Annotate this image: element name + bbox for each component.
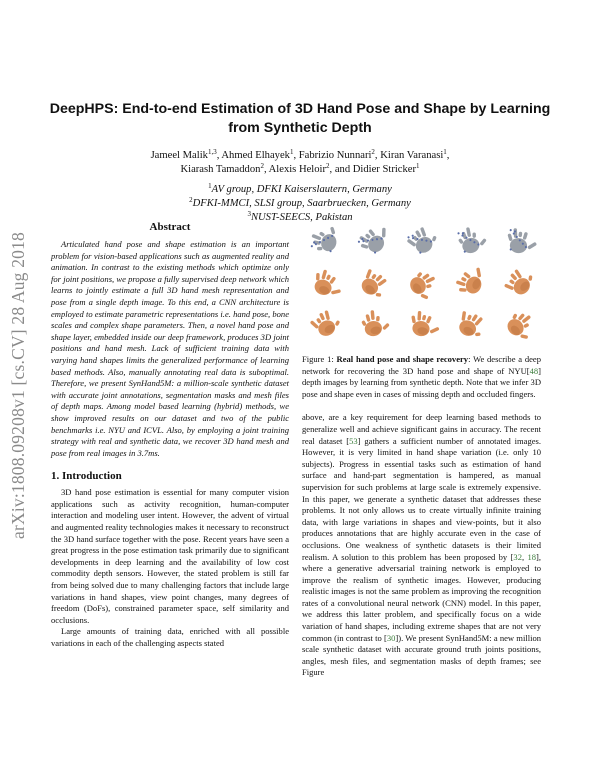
hand-image <box>447 305 492 344</box>
author-name: , Fabrizio Nunnari <box>293 150 372 161</box>
affiliation-list <box>40 183 560 225</box>
author-affil-sup: 2 <box>326 162 330 170</box>
author-name: Kiarash Tamaddon <box>180 164 261 175</box>
hand-image <box>350 305 395 344</box>
author-affil-sup: 1 <box>289 148 294 156</box>
caption-text: : We describe a deep network for recovering the 3D hand pose and shape of NYU[ <box>302 354 541 376</box>
affiliation-1 <box>40 183 560 197</box>
hand-image <box>302 264 347 303</box>
paragraph-text: above, are a key requirement for deep learning based methods to generalize well and achieve significant gains in accuracy. The recent real dataset [ <box>302 412 541 446</box>
intro-paragraph-2: Large amounts of training data, enriched with all possible variations in each of the challenging aspects stated <box>51 626 289 648</box>
hand-image <box>447 222 492 261</box>
author-name: , Ahmed Elhayek <box>216 150 290 161</box>
hand-image <box>399 222 444 261</box>
right-column <box>302 222 541 679</box>
author-affil-sup: 1 <box>416 162 420 170</box>
citation-link[interactable]: 53 <box>349 435 358 446</box>
caption-text: ] depth images by learning from synthetic depth. Note that we infer 3D pose and shape even in cases of missing depth and occluded fingers. <box>302 365 541 399</box>
author-list <box>40 149 560 177</box>
paper-header <box>40 100 560 225</box>
introduction-heading: 1. Introduction <box>51 470 122 483</box>
affiliation-text: NUST-SEECS, Pakistan <box>250 212 353 223</box>
paper-title: DeepHPS: End-to-end Estimation of 3D Hand Pose and Shape by Learning from Synthetic Depth <box>49 101 551 136</box>
author-separator: , <box>446 150 450 161</box>
author-affil-sup: 2 <box>260 162 264 170</box>
left-column <box>51 221 289 650</box>
author-affil-sup: 1 <box>443 148 447 156</box>
affiliation-number: 3 <box>247 210 251 218</box>
hand-image <box>496 222 541 261</box>
citation-link[interactable]: 30 <box>386 632 396 643</box>
hand-image <box>399 305 444 344</box>
author-affil-sup: 1,3 <box>207 148 217 156</box>
figure-1-hand-grid <box>302 222 541 344</box>
hand-image <box>399 264 444 303</box>
intro-paragraph-1: 3D hand pose estimation is essential for many computer vision applications such as activity recognition, human-computer interaction and modeling user intent. However, the advent of virtual and augmented reality technologies makes it necessary to reconstruct the 3D hand surface together with the pose. Recent years have seen a great progress in the pose estimation task primarily due to significant developments in deep learning and the availability of low cost commodity depth sensors. However, the stated problem is still far from being solved due to many challenging factors that include large variations in hand shapes, view point changes, many degrees of freedom (DoFs), constrained parameter space, self similarity and occlusions. <box>51 487 289 625</box>
hand-image <box>496 264 541 303</box>
hand-image <box>496 305 541 344</box>
affiliation-number: 2 <box>189 196 193 204</box>
author-name: , Kiran Varanasi <box>374 150 444 161</box>
author-name: , and Didier Stricker <box>329 164 417 175</box>
figure-1-caption <box>302 354 541 400</box>
caption-label: Figure 1: <box>302 354 334 364</box>
affiliation-number: 1 <box>208 182 212 190</box>
arxiv-stamp <box>8 170 30 600</box>
affiliation-2 <box>40 197 560 211</box>
author-name: , Alexis Heloir <box>263 164 327 175</box>
affiliation-text: DFKI-MMCI, SLSI group, Saarbruecken, Germany <box>192 198 411 209</box>
author-name: Jameel Malik <box>150 150 208 161</box>
affiliation-text: AV group, DFKI Kaiserslautern, Germany <box>211 184 392 195</box>
hand-image <box>302 305 347 344</box>
paragraph-text: ] gathers a sufficient number of annotated images. However, it is very limited in hand shape variation (i.e. only 10 subjects). Progress in essential tasks such as estimation of hand surface and hand-part segmentation is hampered, as manual supervision for such problems at large scale is extremely expensive. In this paper, we generate a synthetic dataset that addresses these problems. It not only allows us to create virtually infinite training data, with large variations in shapes and view-points, but it also produces annotations that are highly accurate even in the case of occlusions. One weakness of synthetic datasets is their limited realism. A solution to this problem has been proposed by [ <box>302 435 541 562</box>
hand-image <box>350 222 395 261</box>
paragraph-text: ], where a generative adversarial training network is employed to improve the realism of synthetic images. However, producing realistic images is not the same problem as improving the recognition rates of a convolutional neural network (CNN) model. In this paper, we address this latter problem, and specifically focus on a wide variation of hand shapes, including extreme shapes that are not very common (in contrast to [ <box>302 551 541 643</box>
abstract-heading: Abstract <box>149 221 191 233</box>
arxiv-identifier: arXiv:1808.09208v1 [cs.CV] 28 Aug 2018 <box>8 231 29 539</box>
caption-bold: Real hand pose and shape recovery <box>336 354 469 364</box>
right-paragraph <box>302 412 541 679</box>
hand-image <box>447 264 492 303</box>
abstract-text: Articulated hand pose and shape estimation is an important problem for vision-based applications such as augmented reality and animation. In contrast to the existing methods which optimize only for joint positions, we propose a fully supervised deep network which learns to jointly estimate a full 3D hand mesh representation and pose from a single depth image. To this end, a CNN architecture is employed to estimate parametric representations i.e. hand pose, bone scales and complex shape parameters. Then, a novel hand pose and shape layer, embedded inside our deep framework, produces 3D joint positions and hand mesh. Lack of sufficient training data with varying hand shapes limits the generalized performance of learning based methods. Also, manually annotating real data is suboptimal. Therefore, we present SynHand5M: a million-scale synthetic dataset with accurate joint annotations, segmentation masks and mesh files of depth maps. Among model based learning (hybrid) methods, we show improved results on our dataset and two of the public benchmarks i.e. NYU and ICVL. Also, by employing a joint training strategy with real and synthetic data, we recover 3D hand mesh and pose from real images in 3.7ms. <box>51 239 289 458</box>
hand-image <box>302 222 347 261</box>
paragraph-text: , <box>521 551 528 562</box>
paragraph-text: ]). We present SynHand5M: a new million scale synthetic dataset with accurate ground truth joints positions, angles, mesh files, and segmentation masks of depth frames; see Figure <box>302 632 541 678</box>
citation-link[interactable]: 18 <box>527 551 537 562</box>
author-affil-sup: 2 <box>371 148 375 156</box>
citation-link[interactable]: 48 <box>529 365 539 376</box>
citation-link[interactable]: 32 <box>513 551 522 562</box>
hand-image <box>350 264 395 303</box>
